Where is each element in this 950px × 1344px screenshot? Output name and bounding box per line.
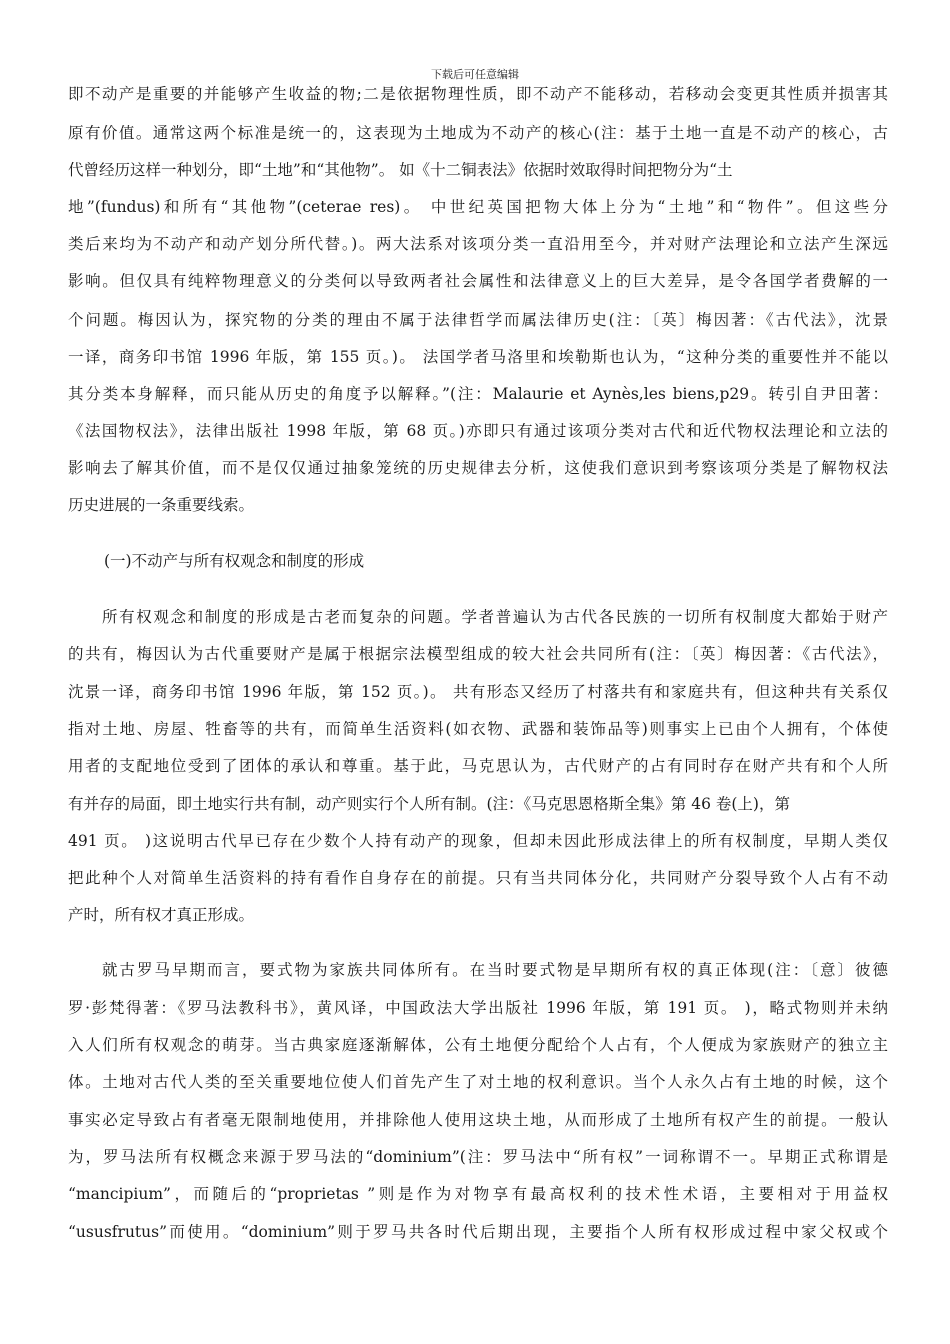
text-line: 历史进展的一条重要线索。 xyxy=(68,496,255,514)
text-line: 原有价值。通常这两个标准是统一的，这表现为土地成为不动产的核心(注：基于土地一直是不动产的核心，古 xyxy=(68,124,888,142)
text-line: 影响。但仅具有纯粹物理意义的分类何以导致两者社会属性和法律意义上的巨大差异，是令各国学者费解的一 xyxy=(68,272,888,290)
text-line: 《法国物权法》，法律出版社 1998 年版，第 68 页。)亦即只有通过该项分类对古代和近代物权法理论和立法的 xyxy=(68,422,888,440)
text-line: 影响去了解其价值，而不是仅仅通过抽象笼统的历史规律去分析，这使我们意识到考察该项分类是了解物权法 xyxy=(68,459,888,477)
text-line: 罗·彭梵得著：《罗马法教科书》，黄风译，中国政法大学出版社 1996 年版，第 191 页。 )，略式物则并未纳 xyxy=(68,999,888,1017)
text-line: 一译，商务印书馆 1996 年版，第 155 页。)。 法国学者马洛里和埃勒斯也认为，“这种分类的重要性并不能以 xyxy=(68,348,888,366)
text-line: 地”(fundus)和所有“其他物”(ceterae res)。 中世纪英国把物大体上分为“土地”和“物件”。但这些分 xyxy=(68,198,888,216)
text-line: 把此种个人对简单生活资料的持有看作自身存在的前提。只有当共同体分化，共同财产分裂导致个人占有不动 xyxy=(68,869,888,887)
text-line: 指对土地、房屋、牲畜等的共有，而简单生活资料(如衣物、武器和装饰品等)则事实上已由个人拥有，个体使 xyxy=(68,720,888,738)
text-line: 沈景一译，商务印书馆 1996 年版，第 152 页。)。 共有形态又经历了村落共有和家庭共有，但这种共有关系仅 xyxy=(68,683,888,701)
text-line: 入人们所有权观念的萌芽。当古典家庭逐渐解体，公有土地便分配给个人占有，个人便成为家族财产的独立主 xyxy=(68,1036,888,1054)
text-line: 的共有，梅因认为古代重要财产是属于根据宗法模型组成的较大社会共同所有(注：〔英〕梅因著：《古代法》， xyxy=(68,645,888,663)
text-line: 代曾经历这样一种划分，即“土地”和“其他物”。 如《十二铜表法》依据时效取得时间把物分为“土 xyxy=(68,161,733,179)
text-line: 个问题。梅因认为，探究物的分类的理由不属于法律哲学而属法律历史(注：〔英〕梅因著：《古代法》，沈景 xyxy=(68,311,888,329)
text-line: 有并存的局面，即土地实行共有制，动产则实行个人所有制。(注：《马克思恩格斯全集》第 46 卷(上)，第 xyxy=(68,795,790,813)
text-line: “ususfrutus”而使用。“dominium”则于罗马共各时代后期出现，主要指个人所有权形成过程中家父权或个 xyxy=(68,1223,888,1241)
text-line: 用者的支配地位受到了团体的承认和尊重。基于此，马克思认为，古代财产的占有同时存在财产共有和个人所 xyxy=(68,757,888,775)
text-line: 产时，所有权才真正形成。 xyxy=(68,906,255,924)
text-line: 所有权观念和制度的形成是古老而复杂的问题。学者普遍认为古代各民族的一切所有权制度大都始于财产 xyxy=(102,608,888,626)
text-line: 体。土地对古代人类的至关重要地位使人们首先产生了对土地的权利意识。当个人永久占有土地的时候，这个 xyxy=(68,1073,888,1091)
text-line: 491 页。 )这说明古代早已存在少数个人持有动产的现象，但却未因此形成法律上的所有权制度，早期人类仅 xyxy=(68,832,888,850)
section-heading: (一)不动产与所有权观念和制度的形成 xyxy=(104,552,365,570)
text-line: 就古罗马早期而言，要式物为家族共同体所有。在当时要式物是早期所有权的真正体现(注：〔意〕彼德 xyxy=(102,961,888,979)
text-line: 事实必定导致占有者毫无限制地使用，并排除他人使用这块土地，从而形成了土地所有权产生的前提。一般认 xyxy=(68,1111,888,1129)
text-line: 类后来均为不动产和动产划分所代替。)。两大法系对该项分类一直沿用至今，并对财产法理论和立法产生深远 xyxy=(68,235,888,253)
page-header: 下载后可任意编辑 xyxy=(431,68,519,81)
text-line: 其分类本身解释，而只能从历史的角度予以解释。”(注：Malaurie et Aynès,les biens,p29。转引自尹田著： xyxy=(68,385,888,403)
text-line: 为，罗马法所有权概念来源于罗马法的“dominium”(注：罗马法中“所有权”一词称谓不一。早期正式称谓是 xyxy=(68,1148,888,1166)
text-line: 即不动产是重要的并能够产生收益的物;二是依据物理性质，即不动产不能移动，若移动会变更其性质并损害其 xyxy=(68,85,888,103)
text-line: “mancipium”，而随后的“proprietas ”则是作为对物享有最高权利的技术性术语，主要相对于用益权 xyxy=(68,1185,888,1203)
